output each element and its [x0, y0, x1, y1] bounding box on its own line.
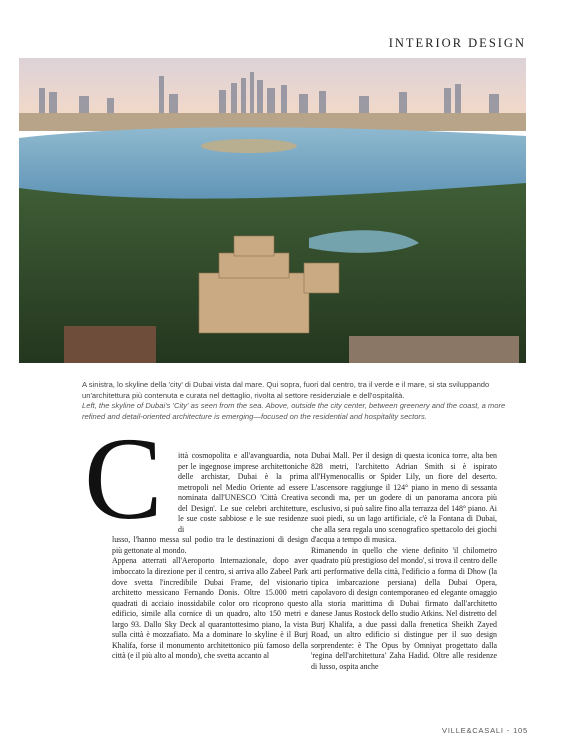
- island: [201, 139, 297, 153]
- caption-italian: A sinistra, lo skyline della 'city' di Dubai vista dal mare. Qui sopra, fuori dal centro, tra il verde e il mare, si sta sviluppando un'architettura più contenuta e curata nel dettaglio, rivolta al settore residenziale e dell'ospitalità.: [82, 380, 490, 400]
- article-paragraph: Appena atterrati all'Aeroporto Internazionale, dopo aver imboccato la direzione per il centro, si arriva allo Zabeel Park dove svetta l'incredibile Dubai Frame, del visionario architetto messicano Fernando Donis. Oltre 15.000 metri quadrati di acciaio inossidabile color oro ricoprono questo edificio, simile alla cornice di un quadro, alto 150 metri e largo 93. Dallo Sky Deck al quarantottesimo piano, la vista sulla città è mozzafiato. Ma a dominare lo skyline è il Burj Khalifa, forse il monumento architettonico più famoso della città (e il più alto al mondo), che svetta accanto al: [112, 556, 308, 661]
- drop-cap: C: [84, 413, 163, 544]
- article-column-right: [311, 451, 497, 672]
- article-paragraph: Rimanendo in quello che viene definito 'il chilometro quadrato più prestigioso del mondo', si trova il centro delle arti performative della città, l'edificio a forma di Dhow (la tipica imbarcazione persiana) della Dubai Opera, capolavoro di design contemporaneo ed elegante omaggio alla storia marittima di Dubai firmato dall'architetto danese Janus Rostock dello studio Atkins. Nel distretto del Burj Khalifa, a due passi dalla frenetica Sheikh Zayed Road, un altro edificio si distingue per il suo design sorprendente: è The Opus by Omniyat progettato dalla 'regina dell'architettura' Zaha Hadid. Oltre alle residenze di lusso, ospita anche: [311, 545, 497, 671]
- photo-illustration: [19, 58, 526, 363]
- foreground-roof: [64, 326, 156, 363]
- page-footer: [442, 726, 528, 735]
- magazine-name: VILLE&CASALI: [442, 726, 504, 735]
- article-intro-continued: lusso, l'hanno messa sul podio tra le destinazioni di design più gettonate al mondo.: [112, 535, 308, 555]
- article-column-left: [112, 451, 308, 662]
- foreground-building-right: [349, 336, 519, 363]
- article-intro: ittà cosmopolita e all'avanguardia, nota per le ingegnose imprese architettoniche delle archistar, Dubai è la prima metropoli nel Medio Oriente ad essere nominata dall'UNESCO 'Città Creativa del Design'. Le sue celebri architetture, le sue coste sabbiose e le sue residenze di: [178, 451, 308, 534]
- page-number: 105: [513, 726, 528, 735]
- dubai-aerial-photo: [19, 58, 526, 363]
- footer-separator: -: [506, 726, 511, 735]
- section-title: INTERIOR DESIGN: [388, 36, 526, 50]
- article-paragraph: Dubai Mall. Per il design di questa iconica torre, alta ben 828 metri, l'architetto Adrian Smith si è ispirato all'Hymenocallis or Spider Lily, un fiore del deserto. L'ascensore raggiunge il 124° piano in meno di sessanta secondi ma, per un godere di un panorama ancora più esclusivo, si può salire fino alla terrazza del 148° piano. Ai suoi piedi, su un lago artificiale, c'è la Fontana di Dubai, che alla sera regala uno scenografico spettacolo dei giochi d'acqua a tempo di musica.: [311, 451, 497, 545]
- caption-english: Left, the skyline of Dubai's 'City' as seen from the sea. Above, outside the city center, between greenery and the coast, a more refined and detail-oriented architecture is emerging—focused on the residential and hospitality sectors.: [82, 401, 506, 421]
